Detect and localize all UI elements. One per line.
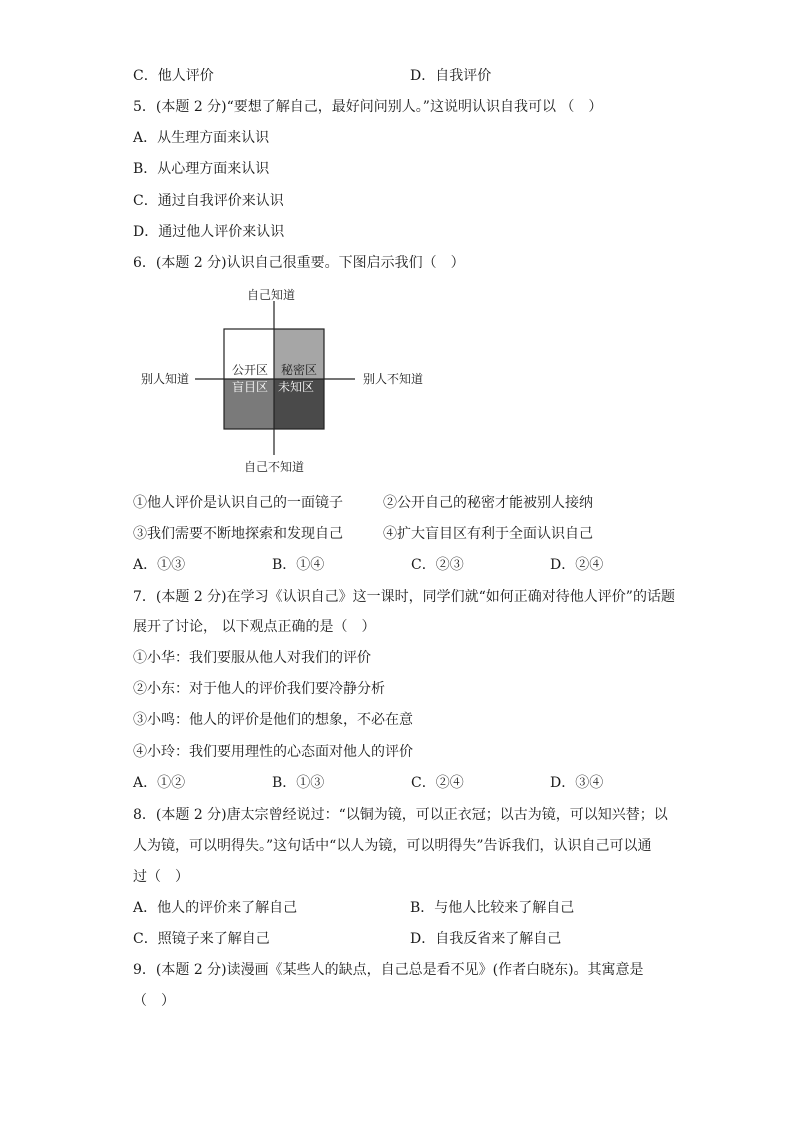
q7-option-d: D．③④ xyxy=(550,775,604,791)
q8-stem-line1: 8．(本题 2 分)唐太宗曾经说过：“以铜为镜，可以正衣冠；以古为镜，可以知兴替；以 xyxy=(133,807,668,823)
q7-option-c: C．②④ xyxy=(411,775,464,791)
q9-stem-line2: （ ） xyxy=(133,993,175,1009)
q7-statement-4: ④小玲：我们要用理性的心态面对他人的评价 xyxy=(133,744,413,760)
label-others-know: 别人知道 xyxy=(141,372,190,386)
q6-statement-2: ②公开自己的秘密才能被别人接纳 xyxy=(383,495,593,511)
q8-stem-line3: 过（ ） xyxy=(133,869,189,885)
q9-stem-line1: 9．(本题 2 分)读漫画《某些人的缺点，自己总是看不见》(作者白晓东)。其寓意是 xyxy=(133,962,644,978)
q7-statement-3: ③小鸣：他人的评价是他们的想象，不必在意 xyxy=(133,712,413,728)
q4-option-d: D．自我评价 xyxy=(410,68,492,84)
q7-statement-1: ①小华：我们要服从他人对我们的评价 xyxy=(133,650,371,666)
q6-statement-1: ①他人评价是认识自己的一面镜子 xyxy=(133,495,343,511)
quadrant-blind-label: 盲目区 xyxy=(232,380,269,394)
q7-statement-2: ②小东：对于他人的评价我们要冷静分析 xyxy=(133,681,385,697)
q5-option-a: A．从生理方面来认识 xyxy=(133,130,270,146)
q7-option-a: A．①② xyxy=(133,775,186,791)
q4-option-c: C．他人评价 xyxy=(133,68,214,84)
q7-option-b: B．①③ xyxy=(272,775,325,791)
q7-stem-line1: 7．(本题 2 分)在学习《认识自己》这一课时，同学们就“如何正确对待他人评价”的话题 xyxy=(133,589,675,605)
q6-option-c: C．②③ xyxy=(411,557,464,573)
label-self-unknown: 自己不知道 xyxy=(244,460,305,474)
quadrant-unknown-label: 未知区 xyxy=(278,380,315,394)
johari-window-diagram xyxy=(133,283,453,478)
q8-option-c: C．照镜子来了解自己 xyxy=(133,931,270,947)
label-self-knows: 自己知道 xyxy=(247,288,296,302)
q5-option-c: C．通过自我评价来认识 xyxy=(133,193,284,209)
q6-stem: 6．(本题 2 分)认识自己很重要。下图启示我们（ ） xyxy=(133,255,465,271)
q7-stem-line2: 展开了讨论， 以下观点正确的是（ ） xyxy=(133,619,376,635)
quadrant-public-label: 公开区 xyxy=(232,363,269,377)
q5-stem: 5．(本题 2 分)“要想了解自己，最好问问别人。”这说明认识自我可以 （ ） xyxy=(133,99,603,115)
q6-option-b: B．①④ xyxy=(272,557,325,573)
q5-option-b: B．从心理方面来认识 xyxy=(133,161,270,177)
q8-option-a: A．他人的评价来了解自己 xyxy=(133,900,298,916)
quadrant-secret-label: 秘密区 xyxy=(281,363,318,377)
q6-statement-4: ④扩大盲目区有利于全面认识自己 xyxy=(383,526,593,542)
q6-statement-3: ③我们需要不断地探索和发现自己 xyxy=(133,526,343,542)
q8-stem-line2: 人为镜，可以明得失。”这句话中“以人为镜，可以明得失”告诉我们，认识自己可以通 xyxy=(133,838,652,854)
q6-option-a: A．①③ xyxy=(133,557,186,573)
q8-option-b: B．与他人比较来了解自己 xyxy=(410,900,575,916)
q8-option-d: D．自我反省来了解自己 xyxy=(410,931,562,947)
label-others-unknown: 别人不知道 xyxy=(363,372,424,386)
q5-option-d: D．通过他人评价来认识 xyxy=(133,224,285,240)
q6-option-d: D．②④ xyxy=(550,557,604,573)
